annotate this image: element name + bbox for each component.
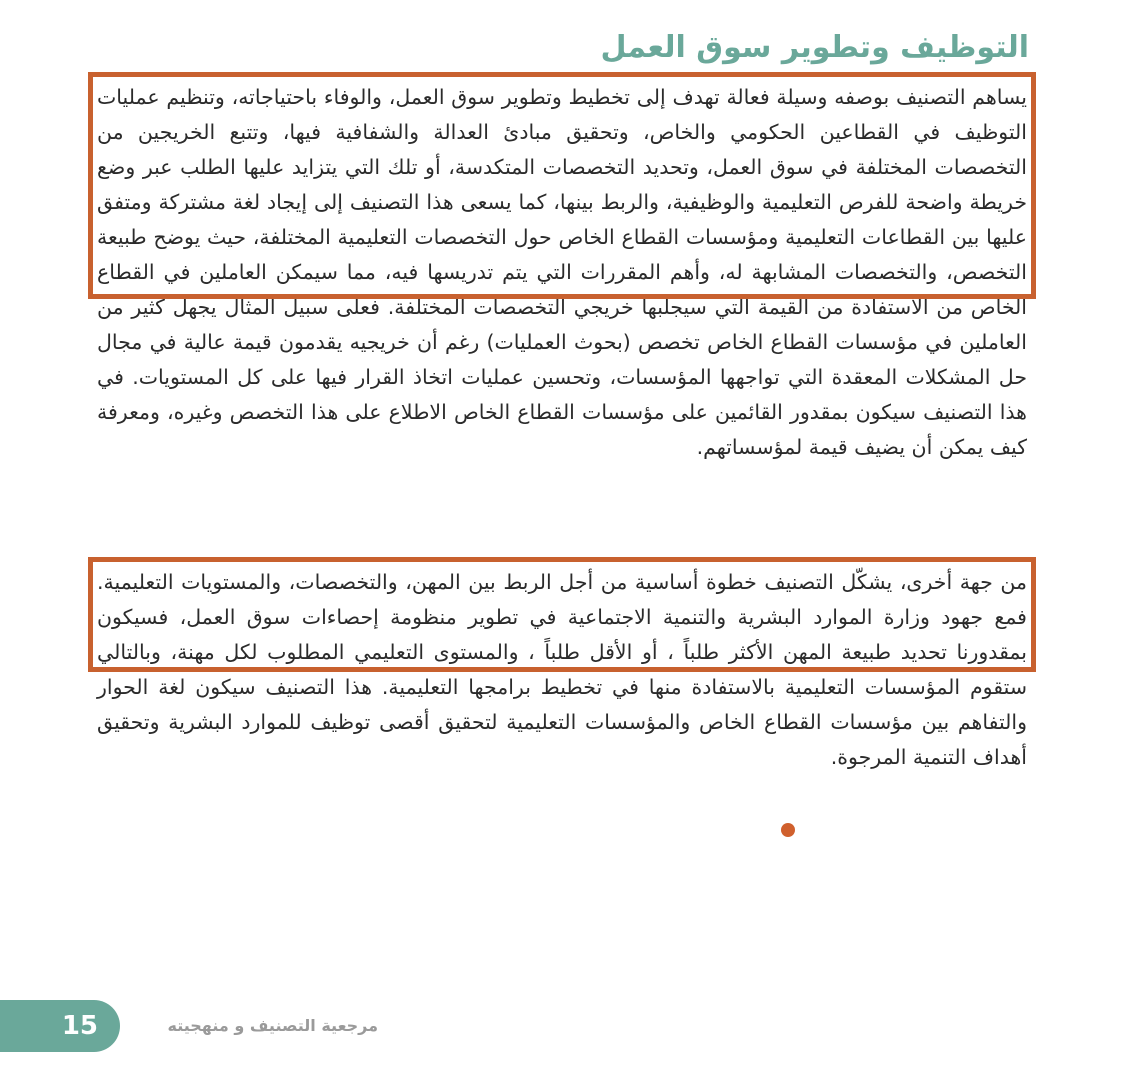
decorative-dot [781, 823, 795, 837]
page-number-tab [0, 1000, 120, 1052]
footer-title: مرجعية التصنيف و منهجيته [167, 1016, 378, 1035]
highlight-box-2 [88, 557, 1036, 672]
page-number: 15 [61, 1011, 98, 1041]
highlight-box-1 [88, 72, 1036, 299]
paragraph-employment: يساهم التصنيف بوصفه وسيلة فعالة تهدف إلى تخطيط وتطوير سوق العمل، والوفاء باحتياجاته، وتنظيم عمليات التوظيف في القطاعين الحكومي والخاص، وتحقيق مبادئ العدالة والشفافية فيها، وتتبع الخريجين من التخصصات المختلفة في سوق العمل، وتحديد التخصصات المتكدسة، أو تلك التي يتزايد عليها الطلب عبر وضع خريطة واضحة للفرص التعليمية والوظيفية، والربط بينها، كما يسعى هذا التصنيف إلى إيجاد لغة مشتركة ومتفق عليها بين القطاعات التعليمية ومؤسسات القطاع الخاص حول التخصصات التعليمية المختلفة، حيث يوضح طبيعة التخصص، والتخصصات المشابهة له، وأهم المقررات التي يتم تدريسها فيه، مما سيمكن العاملين في القطاع الخاص من الاستفادة من القيمة التي سيجلبها خريجي التخصصات المختلفة. فعلى سبيل المثال يجهل كثير من العاملين في مؤسسات القطاع الخاص تخصص (بحوث العمليات) رغم أن خريجيه يقدمون قيمة عالية في مجال حل المشكلات المعقدة التي تواجهها المؤسسات، وتحسين عمليات اتخاذ القرار فيها على كل المستويات. في هذا التصنيف سيكون بمقدور القائمين على مؤسسات القطاع الخاص الاطلاع على هذا التخصص وغيره، ومعرفة كيف يمكن أن يضيف قيمة لمؤسساتهم. [97, 85, 1027, 459]
paragraph-linking: من جهة أخرى، يشكّل التصنيف خطوة أساسية من أجل الربط بين المهن، والتخصصات، والمستويات التعليمية. فمع جهود وزارة الموارد البشرية والتنمية الاجتماعية في تطوير منظومة إحصاءات سوق العمل، فسيكون بمقدورنا تحديد طبيعة المهن الأكثر طلباً ، أو الأقل طلباً ، والمستوى التعليمي المطلوب لكل مهنة، وبالتالي ستقوم المؤسسات التعليمية بالاستفادة منها في تخطيط برامجها التعليمية. هذا التصنيف سيكون لغة الحوار والتفاهم بين مؤسسات القطاع الخاص والمؤسسات التعليمية لتحقيق أقصى توظيف للموارد البشرية وتحقيق أهداف التنمية المرجوة. [97, 570, 1027, 769]
section-heading: التوظيف وتطوير سوق العمل [600, 30, 1029, 65]
